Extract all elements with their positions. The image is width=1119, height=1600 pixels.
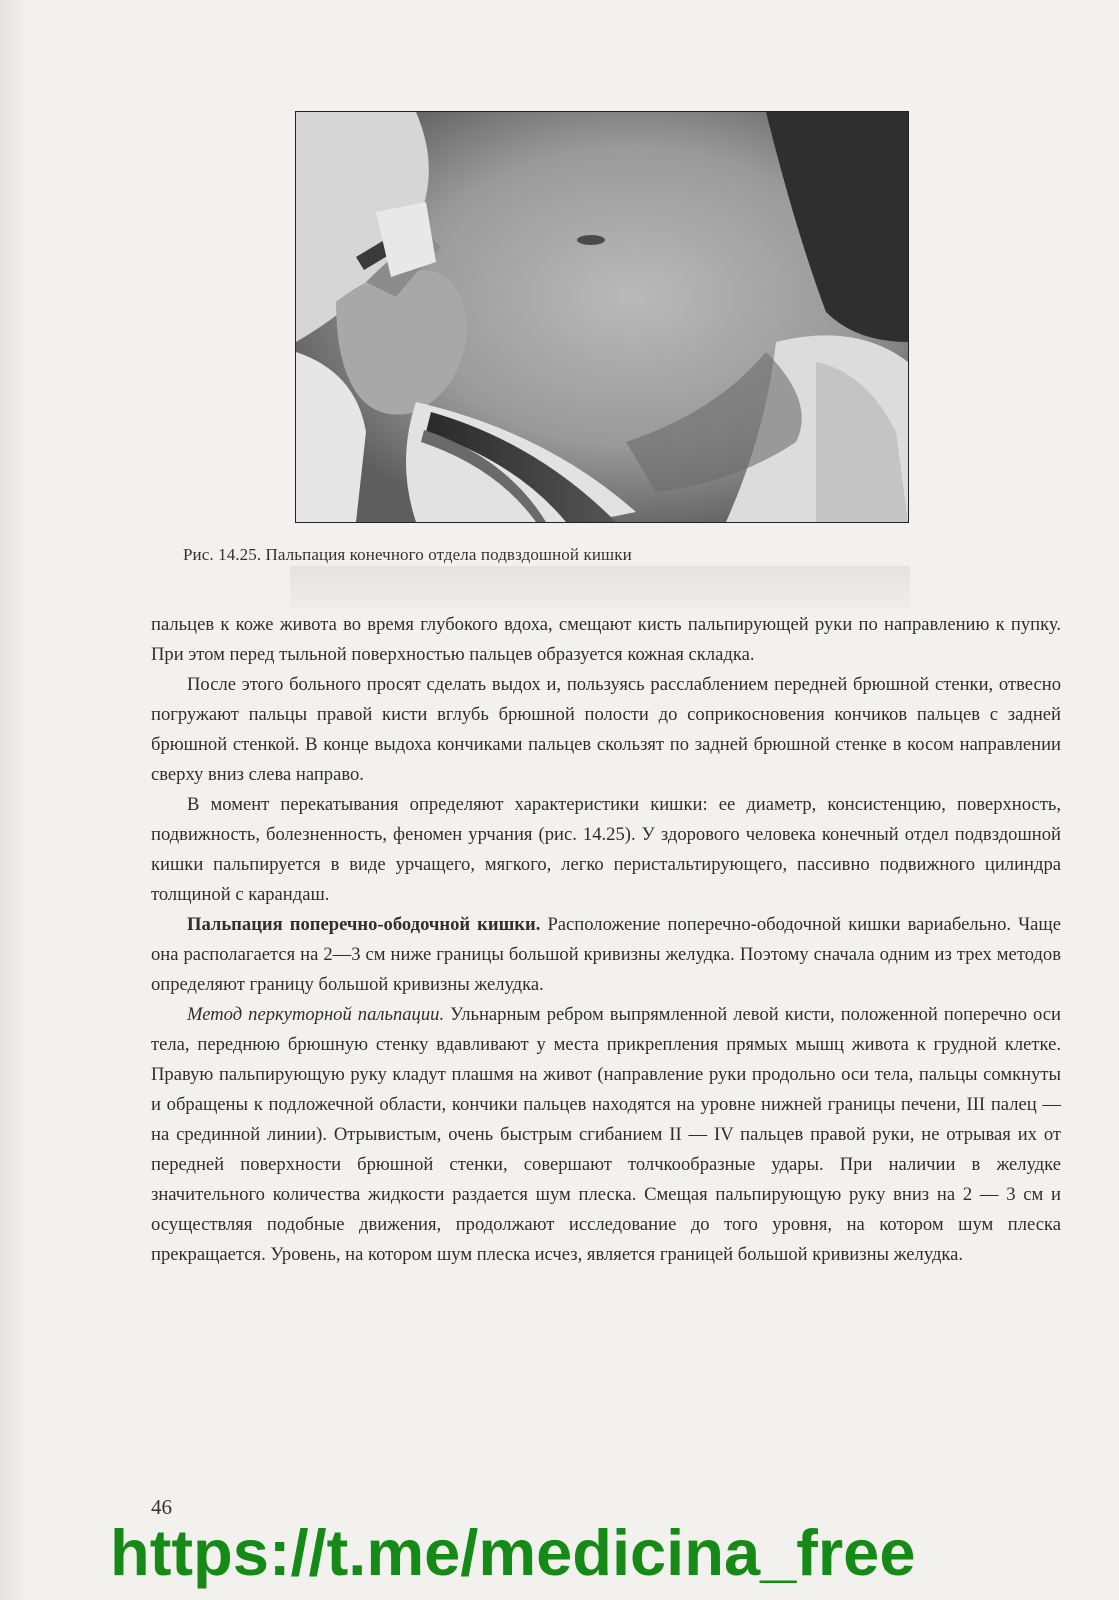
paragraph-4-body: Расположение поперечно-ободочной кишки вариабельно. Чаще она располагается на 2—3 см ниже границы большой кривизны желудка. Поэтому сначала одним из трех методов определяют границу большой кривизны желудка.	[151, 914, 1061, 995]
page-number: 46	[151, 1495, 172, 1519]
figure-photo	[295, 111, 909, 523]
bleed-through-shadow	[290, 566, 910, 608]
paragraph-4-heading: Пальпация поперечно-ободочной кишки.	[187, 914, 541, 935]
paragraph-2: После этого больного просят сделать выдох и, пользуясь расслаблением передней брюшной стенки, отвесно погружают пальцы правой кисти вглубь брюшной полости до соприкосновения кончиков пальцев с задней брюшной стенкой. В конце выдоха кончиками пальцев скользят по задней брюшной стенке в косом направлении сверху вниз слева направо.	[151, 674, 1061, 785]
paragraph-5	[151, 1000, 1061, 1270]
paragraph-1: пальцев к коже живота во время глубокого вдоха, смещают кисть пальпирующей руки по направлению к пупку. При этом перед тыльной поверхностью пальцев образуется кожная складка.	[151, 614, 1061, 665]
paragraph-4	[151, 910, 1061, 1000]
paragraph-5-heading: Метод перкуторной пальпации.	[187, 1004, 445, 1025]
abdomen-palpation-photo	[296, 112, 908, 522]
figure-caption: Рис. 14.25. Пальпация конечного отдела подвздошной кишки	[183, 545, 632, 564]
page-edge-shadow	[0, 0, 26, 1600]
paragraph-5-body: Ульнарным ребром выпрямленной левой кисти, положенной поперечно оси тела, переднюю брюшную стенку вдавливают у места прикрепления прямых мышц живота к грудной клетке. Правую пальпирующую руку кладут плашмя на живот (направление руки продольно оси тела, пальцы сомкнуты и обращены к подложечной области, кончики пальцев находятся на уровне нижней границы печени, III палец — на срединной линии). Отрывистым, очень быстрым сгибанием II — IV пальцев правой руки, не отрывая их от передней поверхности брюшной стенки, совершают толчкообразные удары. При наличии в желудке значительного количества жидкости раздается шум плеска. Смещая пальпирующую руку вниз на 2 — 3 см и осуществляя подобные движения, продолжают исследование до того уровня, на котором шум плеска прекращается. Уровень, на котором шум плеска исчез, является границей большой кривизны желудка.	[151, 1004, 1061, 1265]
main-text	[151, 610, 1061, 1270]
watermark-link[interactable]: https://t.me/medicina_free	[110, 1516, 916, 1589]
paragraph-3: В момент перекатывания определяют характеристики кишки: ее диаметр, консистенцию, поверхность, подвижность, болезненность, феномен урчания (рис. 14.25). У здорового человека конечный отдел подвздошной кишки пальпируется в виде урчащего, мягкого, легко перистальтирующего, пассивно подвижного цилиндра толщиной с карандаш.	[151, 794, 1061, 905]
